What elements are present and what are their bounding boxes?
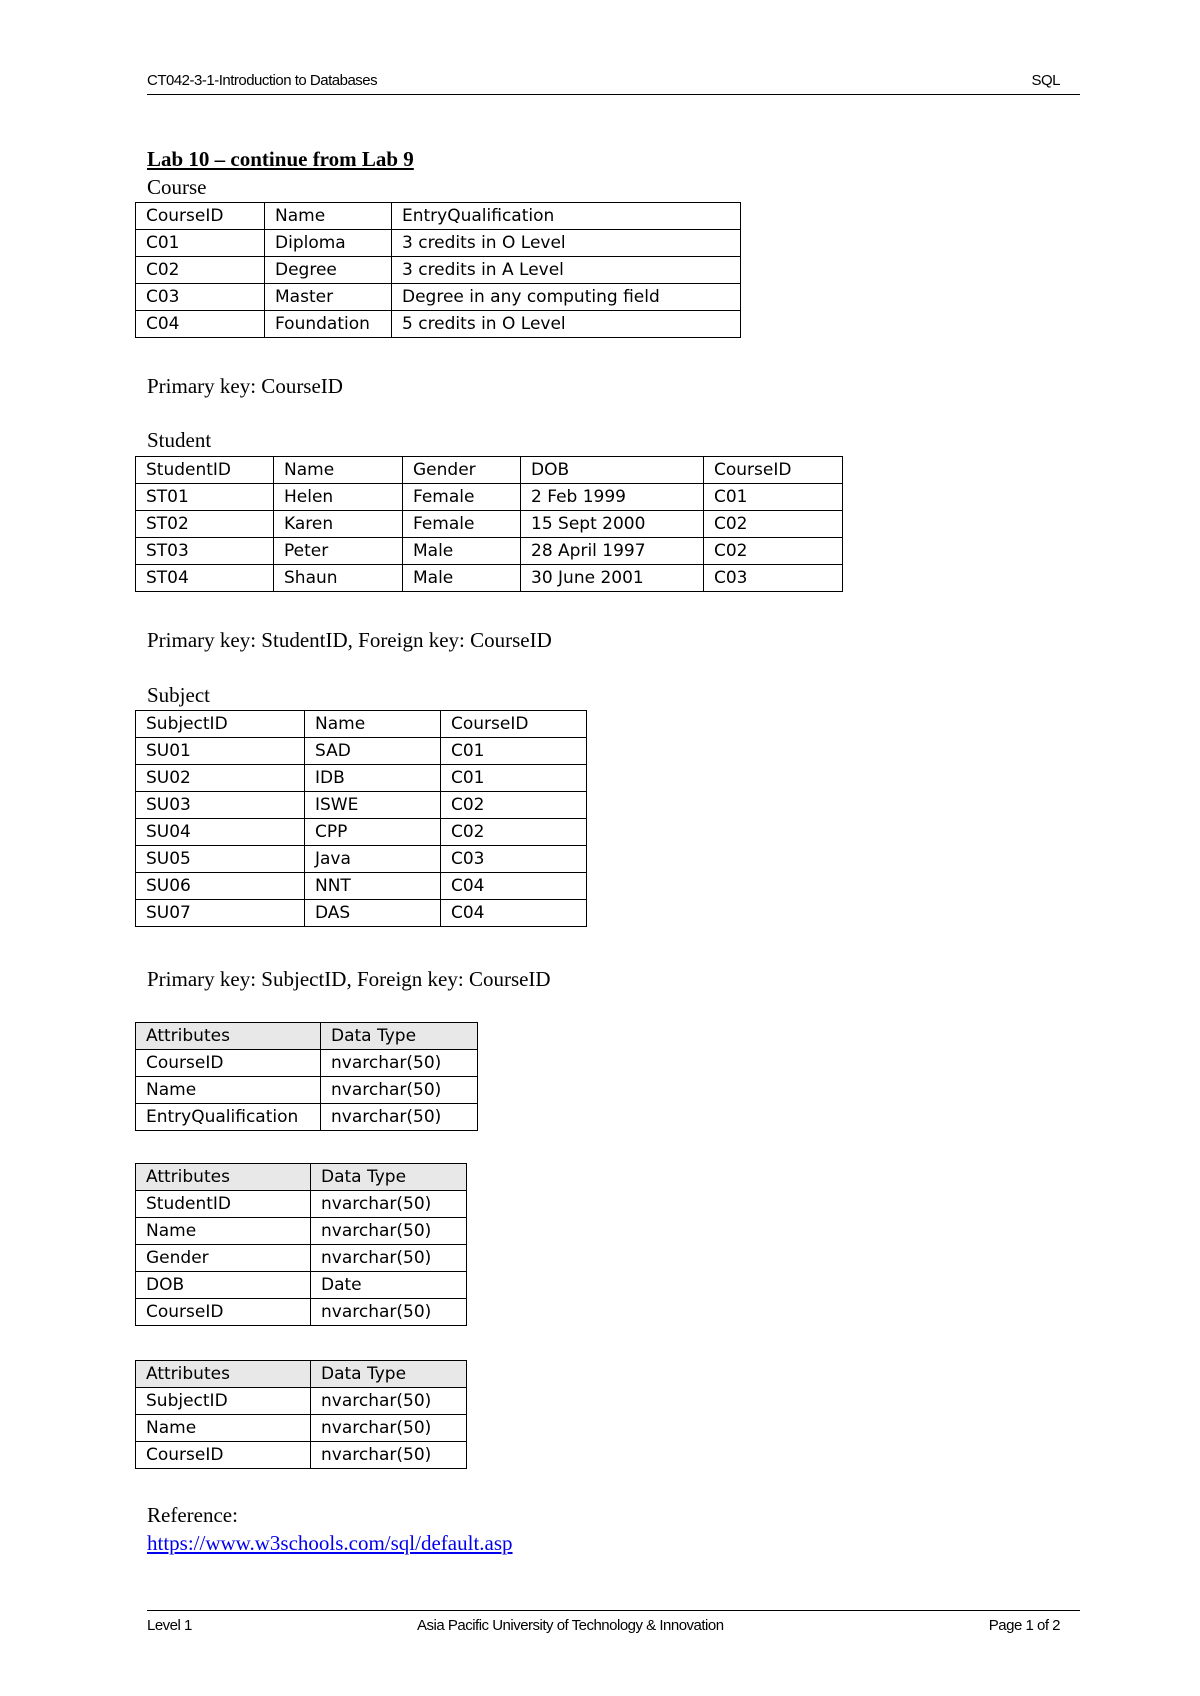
table-cell: 30 June 2001	[521, 565, 704, 592]
table-cell: Name	[136, 1077, 321, 1104]
table-header-row	[136, 203, 741, 230]
table-header-row	[136, 1361, 467, 1388]
table-cell: Name	[136, 1218, 311, 1245]
table-row	[136, 311, 741, 338]
table-row	[136, 792, 587, 819]
table-cell: DOB	[136, 1272, 311, 1299]
table-cell: EntryQualification	[136, 1104, 321, 1131]
table-row	[136, 1104, 478, 1131]
course-key-note: Primary key: CourseID	[147, 374, 343, 398]
table-cell: C03	[704, 565, 843, 592]
table-row	[136, 1191, 467, 1218]
course-table	[135, 202, 741, 338]
table-cell: Java	[305, 846, 441, 873]
table-cell: Karen	[274, 511, 403, 538]
table-row	[136, 873, 587, 900]
table-row	[136, 819, 587, 846]
table-row	[136, 1050, 478, 1077]
table-cell: nvarchar(50)	[311, 1388, 467, 1415]
table-cell: Gender	[136, 1245, 311, 1272]
table-header-row	[136, 1164, 467, 1191]
table-row	[136, 511, 843, 538]
table-cell: CourseID	[136, 203, 265, 230]
table-cell: Diploma	[265, 230, 392, 257]
table-cell: 2 Feb 1999	[521, 484, 704, 511]
page-header	[147, 72, 1080, 95]
table-header-row	[136, 1023, 478, 1050]
table-cell: SU04	[136, 819, 305, 846]
table-cell: Shaun	[274, 565, 403, 592]
table-cell: Foundation	[265, 311, 392, 338]
table-cell: CPP	[305, 819, 441, 846]
table-cell: Data Type	[311, 1164, 467, 1191]
table-row	[136, 738, 587, 765]
table-row	[136, 284, 741, 311]
table-cell: C01	[136, 230, 265, 257]
table-cell: C02	[136, 257, 265, 284]
table-cell: Male	[403, 565, 521, 592]
table-cell: NNT	[305, 873, 441, 900]
table-cell: Gender	[403, 457, 521, 484]
table-cell: ST03	[136, 538, 274, 565]
subject-table	[135, 710, 587, 927]
table-cell: C04	[441, 900, 587, 927]
student-table-body	[136, 457, 843, 592]
table-cell: nvarchar(50)	[321, 1050, 478, 1077]
table-cell: C03	[441, 846, 587, 873]
table-cell: Peter	[274, 538, 403, 565]
table-cell: ISWE	[305, 792, 441, 819]
table-cell: SU07	[136, 900, 305, 927]
table-cell: CourseID	[441, 711, 587, 738]
table-cell: SU03	[136, 792, 305, 819]
table-cell: StudentID	[136, 457, 274, 484]
reference-label: Reference:	[147, 1503, 238, 1527]
subject-datatype-table	[135, 1360, 467, 1469]
table-row	[136, 1388, 467, 1415]
table-cell: Name	[274, 457, 403, 484]
table-cell: SU02	[136, 765, 305, 792]
table-cell: nvarchar(50)	[311, 1415, 467, 1442]
table-cell: 3 credits in O Level	[392, 230, 741, 257]
footer-level: Level 1	[147, 1617, 192, 1634]
table-cell: 5 credits in O Level	[392, 311, 741, 338]
table-cell: Degree	[265, 257, 392, 284]
table-cell: nvarchar(50)	[311, 1245, 467, 1272]
table-cell: CourseID	[136, 1050, 321, 1077]
student-table	[135, 456, 843, 592]
table-row	[136, 765, 587, 792]
table-cell: 28 April 1997	[521, 538, 704, 565]
page-title: Lab 10 – continue from Lab 9	[147, 147, 414, 171]
footer-institution: Asia Pacific University of Technology & Innovation	[417, 1617, 724, 1634]
table-cell: C01	[441, 765, 587, 792]
reference-link[interactable]: https://www.w3schools.com/sql/default.asp	[147, 1531, 513, 1555]
table-row	[136, 1442, 467, 1469]
table-row	[136, 1415, 467, 1442]
table-cell: C04	[136, 311, 265, 338]
table-cell: Female	[403, 484, 521, 511]
subject-caption: Subject	[147, 683, 210, 707]
table-cell: SubjectID	[136, 711, 305, 738]
course-table-body	[136, 203, 741, 338]
table-cell: StudentID	[136, 1191, 311, 1218]
page-footer	[147, 1610, 1080, 1635]
table-row	[136, 900, 587, 927]
table-cell: Male	[403, 538, 521, 565]
table-row	[136, 1299, 467, 1326]
table-cell: Attributes	[136, 1023, 321, 1050]
table-cell: nvarchar(50)	[311, 1218, 467, 1245]
table-row	[136, 257, 741, 284]
table-cell: SU06	[136, 873, 305, 900]
course-datatype-body	[136, 1023, 478, 1131]
table-cell: Name	[305, 711, 441, 738]
table-cell: nvarchar(50)	[311, 1191, 467, 1218]
table-cell: CourseID	[136, 1442, 311, 1469]
table-cell: ST01	[136, 484, 274, 511]
table-cell: Female	[403, 511, 521, 538]
table-cell: Name	[265, 203, 392, 230]
table-cell: ST02	[136, 511, 274, 538]
table-cell: DAS	[305, 900, 441, 927]
table-cell: Data Type	[321, 1023, 478, 1050]
table-cell: Master	[265, 284, 392, 311]
student-datatype-table	[135, 1163, 467, 1326]
table-cell: nvarchar(50)	[321, 1077, 478, 1104]
table-cell: ST04	[136, 565, 274, 592]
table-cell: C02	[704, 538, 843, 565]
student-caption: Student	[147, 428, 212, 452]
table-cell: Attributes	[136, 1164, 311, 1191]
table-cell: SAD	[305, 738, 441, 765]
table-cell: EntryQualification	[392, 203, 741, 230]
table-cell: DOB	[521, 457, 704, 484]
table-cell: nvarchar(50)	[321, 1104, 478, 1131]
table-cell: C01	[441, 738, 587, 765]
table-cell: nvarchar(50)	[311, 1442, 467, 1469]
table-cell: C02	[704, 511, 843, 538]
table-cell: CourseID	[136, 1299, 311, 1326]
subject-table-body	[136, 711, 587, 927]
table-cell: C04	[441, 873, 587, 900]
table-cell: SubjectID	[136, 1388, 311, 1415]
subject-key-note: Primary key: SubjectID, Foreign key: CourseID	[147, 967, 551, 991]
table-cell: Attributes	[136, 1361, 311, 1388]
table-cell: CourseID	[704, 457, 843, 484]
table-cell: 15 Sept 2000	[521, 511, 704, 538]
table-row	[136, 1245, 467, 1272]
student-key-note: Primary key: StudentID, Foreign key: CourseID	[147, 628, 552, 652]
subject-datatype-body	[136, 1361, 467, 1469]
table-row	[136, 565, 843, 592]
table-header-row	[136, 711, 587, 738]
table-row	[136, 1272, 467, 1299]
course-caption: Course	[147, 175, 207, 199]
table-cell: SU01	[136, 738, 305, 765]
table-row	[136, 1218, 467, 1245]
header-course-title: CT042-3-1-Introduction to Databases	[147, 72, 378, 89]
table-cell: C02	[441, 792, 587, 819]
table-row	[136, 230, 741, 257]
table-cell: C01	[704, 484, 843, 511]
table-cell: Date	[311, 1272, 467, 1299]
table-cell: Degree in any computing field	[392, 284, 741, 311]
table-cell: 3 credits in A Level	[392, 257, 741, 284]
table-cell: Name	[136, 1415, 311, 1442]
table-row	[136, 538, 843, 565]
table-cell: Helen	[274, 484, 403, 511]
footer-page-number: Page 1 of 2	[988, 1617, 1060, 1634]
table-header-row	[136, 457, 843, 484]
table-cell: IDB	[305, 765, 441, 792]
table-cell: C03	[136, 284, 265, 311]
table-row	[136, 846, 587, 873]
table-cell: nvarchar(50)	[311, 1299, 467, 1326]
table-cell: Data Type	[311, 1361, 467, 1388]
table-row	[136, 1077, 478, 1104]
header-topic: SQL	[1031, 72, 1060, 89]
course-datatype-table	[135, 1022, 478, 1131]
table-cell: C02	[441, 819, 587, 846]
student-datatype-body	[136, 1164, 467, 1326]
table-row	[136, 484, 843, 511]
table-cell: SU05	[136, 846, 305, 873]
